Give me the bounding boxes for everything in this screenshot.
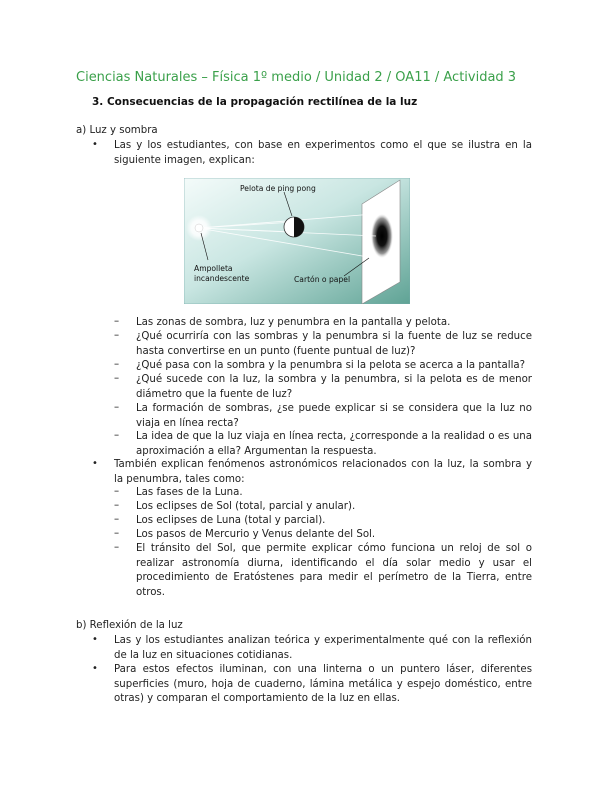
- part-b-heading: b) Reflexión de la luz: [76, 620, 183, 631]
- label-card: Cartón o papel: [294, 275, 351, 284]
- dash-text: ¿Qué sucede con la luz, la sombra y la penumbra, si la pelota es de menor diámetro que la fuente de luz?: [136, 374, 532, 400]
- dash-item: [114, 316, 532, 331]
- dash-item: [114, 402, 532, 431]
- bullet-symbol: •: [92, 458, 98, 469]
- dash-symbol: –: [114, 542, 120, 553]
- dash-text: Las fases de la Luna.: [136, 487, 243, 498]
- dash-item: [114, 430, 532, 459]
- dash-text: Los eclipses de Luna (total y parcial).: [136, 515, 326, 526]
- dash-text: La formación de sombras, ¿se puede explicar si se considera que la luz no viaja en línea recta?: [136, 403, 532, 429]
- dash-text: El tránsito del Sol, que permite explicar cómo funciona un reloj de sol o realizar astronomía diurna, identificando el día solar medio y usar el procedimiento de Eratóstenes para medir el perímetro de la Tierra, entre otros.: [136, 543, 532, 598]
- dash-symbol: –: [114, 430, 120, 441]
- bullet-text: Las y los estudiantes, con base en experimentos como el que se ilustra en la siguiente imagen, explican:: [114, 140, 532, 166]
- dash-item: [114, 528, 532, 543]
- bullet-symbol: •: [92, 139, 98, 150]
- dash-symbol: –: [114, 330, 120, 341]
- dash-symbol: –: [114, 486, 120, 497]
- shadow-experiment-figure: [184, 178, 410, 304]
- dash-symbol: –: [114, 373, 120, 384]
- label-bulb-2: incandescente: [194, 274, 250, 283]
- dash-symbol: –: [114, 514, 120, 525]
- bullet-text: Para estos efectos iluminan, con una linterna o un puntero láser, diferentes superficies (muro, hoja de cuaderno, lámina metálica y espejo doméstico, entre otras) y comparan el comportamiento de la luz en ellas.: [114, 664, 532, 704]
- dash-symbol: –: [114, 500, 120, 511]
- bullet-text: Las y los estudiantes analizan teórica y experimentalmente qué con la reflexión de la luz en situaciones cotidianas.: [114, 635, 532, 661]
- dash-text: ¿Qué ocurriría con las sombras y la penumbra si la fuente de luz se reduce hasta convertirse en un punto (fuente puntual de luz)?: [136, 331, 532, 357]
- dash-text: La idea de que la luz viaja en línea recta, ¿corresponde a la realidad o es una aproximación a ella? Argumentan la respuesta.: [136, 431, 532, 457]
- shadow-experiment-illustration: [184, 178, 410, 304]
- bullet-symbol: •: [92, 634, 98, 645]
- dash-item: [114, 359, 532, 374]
- part-b-bullet-1: [92, 634, 532, 663]
- dash-symbol: –: [114, 528, 120, 539]
- bullet-symbol: •: [92, 663, 98, 674]
- dash-symbol: –: [114, 316, 120, 327]
- section-title: 3. Consecuencias de la propagación rectilínea de la luz: [92, 96, 418, 108]
- dash-text: Las zonas de sombra, luz y penumbra en la pantalla y pelota.: [136, 317, 451, 328]
- dash-item: [114, 500, 532, 515]
- part-a-bullet-1: [92, 139, 532, 168]
- part-a-heading: a) Luz y sombra: [76, 125, 158, 136]
- document-header: Ciencias Naturales – Física 1º medio / Unidad 2 / OA11 / Actividad 3: [76, 70, 517, 85]
- part-a-bullet-2: [92, 458, 532, 487]
- dash-item: [114, 373, 532, 402]
- dash-text: Los eclipses de Sol (total, parcial y anular).: [136, 501, 356, 512]
- label-ball: Pelota de ping pong: [240, 184, 316, 193]
- dash-symbol: –: [114, 402, 120, 413]
- dash-symbol: –: [114, 359, 120, 370]
- dash-text: ¿Qué pasa con la sombra y la penumbra si la pelota se acerca a la pantalla?: [136, 360, 526, 371]
- dash-text: Los pasos de Mercurio y Venus delante del Sol.: [136, 529, 376, 540]
- dash-item: [114, 542, 532, 600]
- label-bulb-1: Ampolleta: [194, 264, 233, 273]
- dash-item: [114, 514, 532, 529]
- dash-item: [114, 486, 532, 501]
- bullet-text: También explican fenómenos astronómicos relacionados con la luz, la sombra y la penumbra, tales como:: [114, 459, 532, 485]
- dash-item: [114, 330, 532, 359]
- bulb-icon: [195, 224, 203, 232]
- part-b-bullet-2: [92, 663, 532, 707]
